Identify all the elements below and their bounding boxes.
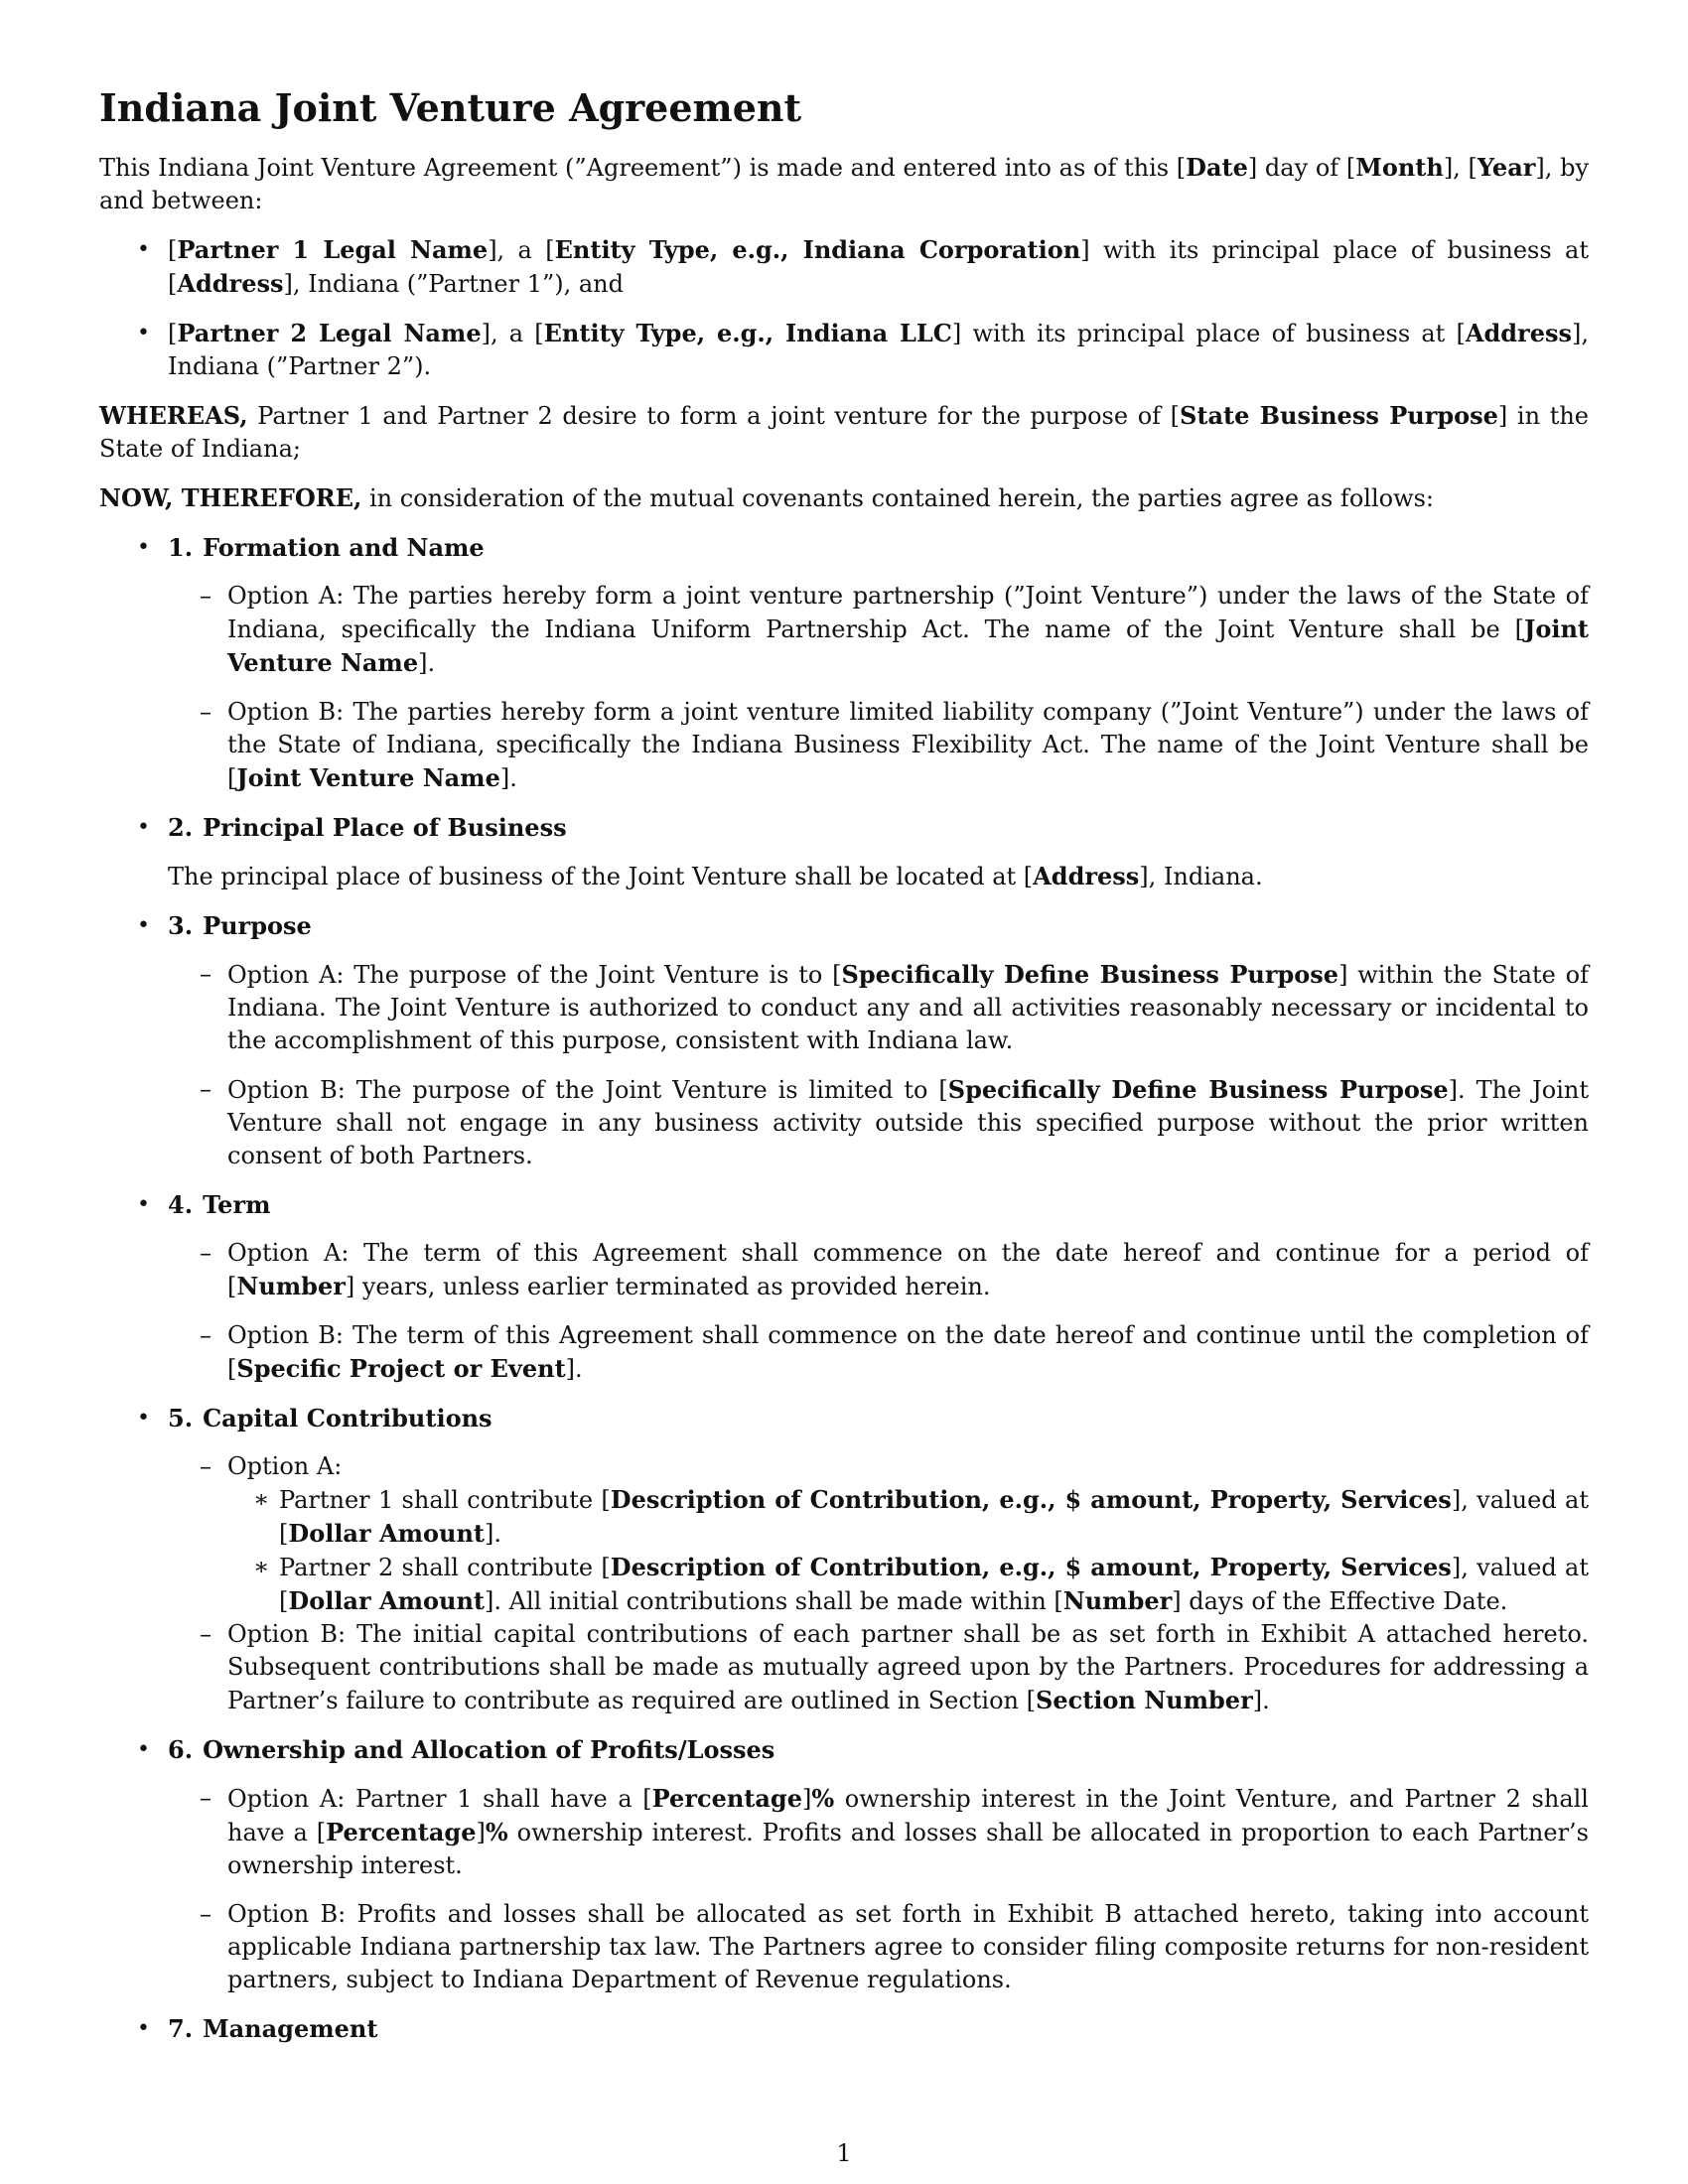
section-heading: • 1. Formation and Name: [168, 533, 485, 562]
intro-paragraph: This Indiana Joint Venture Agreement (”Agreement”) is made and entered into as of this [Date] day of [Month], [Year], by and between:: [99, 153, 1590, 214]
partner-2-address-placeholder: Address: [1465, 319, 1572, 347]
section-heading: • 6. Ownership and Allocation of Profits/Losses: [168, 1735, 775, 1764]
section-3-option-a: – Option A: The purpose of the Joint Venture is to [Specifically Define Business Purpose] within the State of Indiana. The Joint Venture is authorized to conduct any and all activities reasonably necessary or incidental to the accomplishment of this purpose, consistent with Indiana law.: [168, 958, 1589, 1057]
section-heading: • 2. Principal Place of Business: [168, 813, 567, 842]
options-list: [168, 580, 1589, 795]
partner-2-entity-placeholder: Entity Type, e.g., Indiana LLC: [543, 319, 952, 347]
section-5-option-a: – Option A: ∗ Partner 1 shall contribute [Description of Contribution, e.g., $ amount, Property, Services], valued at [Dollar Amount]. ∗ Partner 2 shall contribute [Description of Contribution, e.g., $ amount, Property, Services], valued at [Dollar Amount]. All initial contributions shall be made within [Number] days of the Effective Date.: [168, 1450, 1589, 1618]
section-heading: • 5. Capital Contributions: [168, 1404, 492, 1433]
options-list: [168, 1782, 1589, 1996]
year-placeholder: Year: [1477, 153, 1536, 182]
section-heading: • 7. Management: [168, 2014, 378, 2043]
partner-1-entity-placeholder: Entity Type, e.g., Indiana Corporation: [554, 235, 1081, 264]
sections-list: [99, 531, 1589, 2045]
section-heading: • 4. Term: [168, 1190, 271, 1219]
whereas-clause: WHEREAS, Partner 1 and Partner 2 desire to form a joint venture for the purpose of [State Business Purpose] in the State of Indiana;: [99, 401, 1589, 463]
section-3: [99, 909, 1589, 1172]
options-list: [168, 1450, 1589, 1717]
section-heading: • 3. Purpose: [168, 911, 312, 940]
party-2-item: • [Partner 2 Legal Name], a [Entity Type, e.g., Indiana LLC] with its principal place of business at [Address], Indiana (”Partner 2”).: [99, 317, 1589, 383]
partner-1-address-placeholder: Address: [177, 269, 284, 298]
page-number: 1: [836, 2139, 852, 2167]
section-1-option-b: – Option B: The parties hereby form a joint venture limited liability company (”Joint Venture”) under the laws of the State of Indiana, specifically the Indiana Business Flexibility Act. The name of the Joint Venture shall be [Joint Venture Name].: [168, 696, 1589, 795]
partner-2-name-placeholder: Partner 2 Legal Name: [177, 319, 482, 347]
section-5-option-b: – Option B: The initial capital contributions of each partner shall be as set forth in Exhibit A attached hereto. Subsequent contributions shall be made as mutually agreed upon by the Partners. Procedures for addressing a Partner’s failure to contribute as required are outlined in Section [Section Number].: [168, 1618, 1589, 1717]
section-4: [99, 1188, 1589, 1386]
month-placeholder: Month: [1355, 153, 1444, 182]
section-5: [99, 1402, 1589, 1717]
section-7: [99, 2012, 1589, 2045]
party-1-item: • [Partner 1 Legal Name], a [Entity Type, e.g., Indiana Corporation] with its principal place of business at [Address], Indiana (”Partner 1”), and: [99, 233, 1589, 301]
section-6-option-a: – Option A: Partner 1 shall have a [Percentage]% ownership interest in the Joint Venture, and Partner 2 shall have a [Percentage]% ownership interest. Profits and losses shall be allocated in proportion to each Partner’s ownership interest.: [168, 1782, 1589, 1882]
partner-1-contribution: ∗ Partner 1 shall contribute [Description of Contribution, e.g., $ amount, Property, Services], valued at [Dollar Amount].: [227, 1483, 1589, 1551]
section-6-option-b: – Option B: Profits and losses shall be allocated as set forth in Exhibit B attached hereto, taking into account applicable Indiana partnership tax law. The Partners agree to consider filing composite returns for non-resident partners, subject to Indiana Department of Revenue regulations.: [168, 1898, 1589, 1996]
partner-1-name-placeholder: Partner 1 Legal Name: [177, 235, 489, 264]
section-2: [99, 811, 1589, 893]
section-4-option-a: – Option A: The term of this Agreement shall commence on the date hereof and continue for a period of [Number] years, unless earlier terminated as provided herein.: [168, 1237, 1589, 1303]
now-therefore-clause: NOW, THEREFORE, in consideration of the mutual covenants contained herein, the parties agree as follows:: [99, 483, 1435, 512]
contributions-list: [227, 1483, 1589, 1618]
section-1-option-a: – Option A: The parties hereby form a joint venture partnership (”Joint Venture”) under the laws of the State of Indiana, specifically the Indiana Uniform Partnership Act. The name of the Joint Venture shall be [Joint Venture Name].: [168, 580, 1589, 680]
parties-list: [99, 233, 1589, 383]
section-6: [99, 1733, 1589, 1996]
section-1: [99, 531, 1589, 795]
business-purpose-placeholder: State Business Purpose: [1180, 401, 1498, 430]
options-list: [168, 958, 1589, 1172]
options-list: [168, 1237, 1589, 1386]
section-2-body: The principal place of business of the Joint Venture shall be located at [Address], Indiana.: [168, 862, 1263, 890]
partner-2-contribution: ∗ Partner 2 shall contribute [Description of Contribution, e.g., $ amount, Property, Services], valued at [Dollar Amount]. All initial contributions shall be made within [Number] days of the Effective Date.: [227, 1551, 1589, 1618]
document-title: Indiana Joint Venture Agreement: [99, 85, 802, 130]
date-placeholder: Date: [1186, 153, 1248, 182]
section-3-option-b: – Option B: The purpose of the Joint Venture is limited to [Specifically Define Business Purpose]. The Joint Venture shall not engage in any business activity outside this specified purpose without the prior written consent of both Partners.: [168, 1073, 1589, 1172]
section-4-option-b: – Option B: The term of this Agreement shall commence on the date hereof and continue until the completion of [Specific Project or Event].: [168, 1319, 1589, 1386]
